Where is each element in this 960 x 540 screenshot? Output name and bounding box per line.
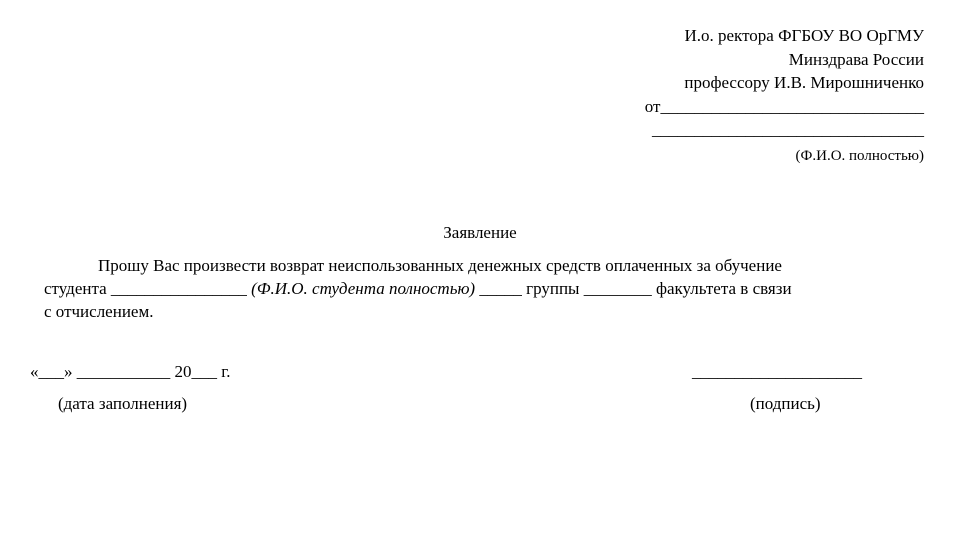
paragraph-line-2 bbox=[44, 277, 928, 300]
paragraph-line-1: Прошу Вас произвести возврат неиспользованных денежных средств оплаченных за обучение bbox=[98, 256, 782, 275]
paragraph-line-3: с отчислением. bbox=[44, 302, 154, 321]
recipient-ministry: Минздрава России bbox=[788, 49, 924, 69]
applicant-name-hint: (Ф.И.О. полностью) bbox=[795, 147, 924, 164]
student-name-hint: (Ф.И.О. студента полностью) bbox=[251, 279, 476, 298]
applicant-blank-line: ________________________________ bbox=[652, 120, 924, 139]
application-paragraph bbox=[44, 254, 928, 323]
recipient-position: И.о. ректора ФГБОУ ВО ОрГМУ bbox=[684, 26, 924, 45]
signature-field-line: ____________________ bbox=[692, 362, 862, 381]
paragraph-line-2-end: _____ группы ________ факультета в связи bbox=[475, 279, 792, 298]
document-title: Заявление bbox=[443, 223, 517, 242]
recipient-name: профессору И.В. Мирошниченко bbox=[684, 73, 924, 92]
signature-caption: (подпись) bbox=[750, 394, 821, 413]
applicant-from-line: от_______________________________ bbox=[644, 96, 924, 116]
date-field-line: «___» ___________ 20___ г. bbox=[30, 362, 231, 381]
recipient-block bbox=[594, 24, 924, 166]
date-caption: (дата заполнения) bbox=[58, 394, 188, 413]
paragraph-line-2-start: студента ________________ bbox=[44, 279, 252, 298]
